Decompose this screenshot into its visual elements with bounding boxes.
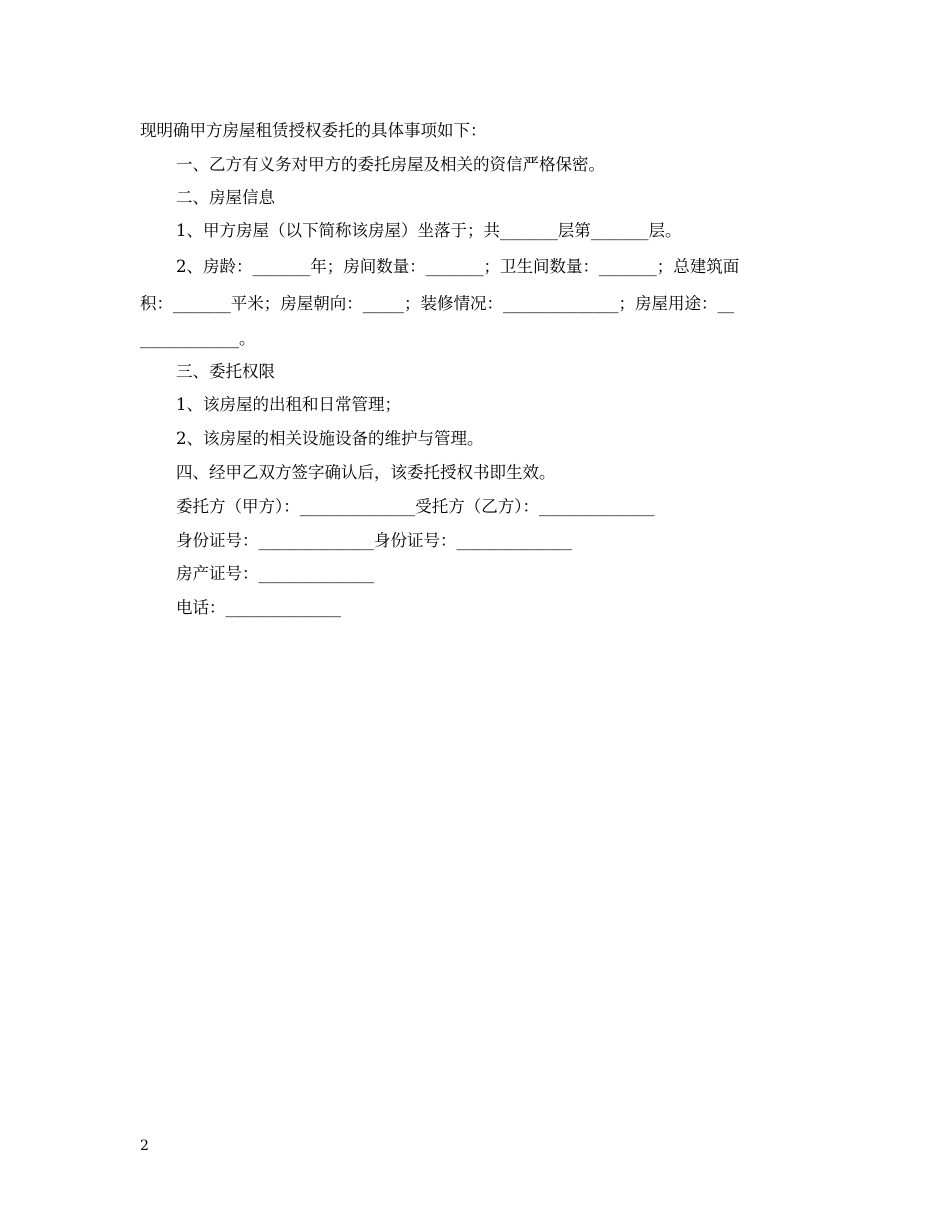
house-details-line-2: 积：_______平米；房屋朝向：_____；装修情况：______________；房屋用途：__ [140,294,734,313]
authority-item-2: 2、该房屋的相关设施设备的维护与管理。 [176,429,484,448]
clause-one: 一、乙方有义务对甲方的委托房屋及相关的资信严格保密。 [176,155,605,174]
house-location-line: 1、甲方房屋（以下简称该房屋）坐落于；共_______层第_______层。 [176,221,682,240]
section-house-info-heading: 二、房屋信息 [176,188,275,207]
id-number-line: 身份证号：______________身份证号：______________ [176,531,572,550]
house-details-line-1: 2、房龄：_______年；房间数量：_______；卫生间数量：_______；总建筑面 [176,257,740,276]
page-number: 2 [140,1138,149,1154]
property-cert-line: 房产证号：______________ [176,564,374,583]
house-details-line-3: ____________。 [140,329,256,348]
authority-item-1: 1、该房屋的出租和日常管理； [176,395,401,414]
intro-line: 现明确甲方房屋租赁授权委托的具体事项如下： [140,121,487,140]
phone-line: 电话：______________ [176,598,341,617]
clause-four: 四、经甲乙双方签字确认后，该委托授权书即生效。 [176,463,556,482]
signatory-line: 委托方（甲方）：______________受托方（乙方）：______________ [176,497,655,516]
section-authority-heading: 三、委托权限 [176,362,275,381]
